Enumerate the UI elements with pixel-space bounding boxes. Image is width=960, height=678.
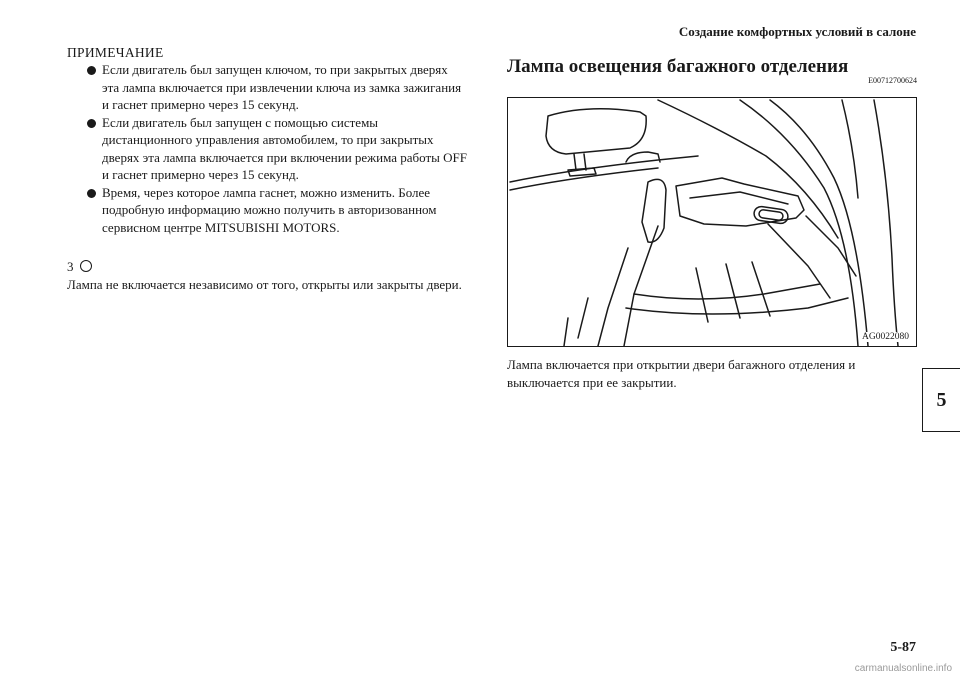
note-bullet-text: Время, через которое лампа гаснет, можно изменить. Более подробную информацию можно получить в авторизованном сервисном центре MITSUBISHI MOTORS. — [102, 184, 437, 235]
section-header — [507, 56, 917, 85]
circle-icon — [80, 260, 92, 272]
note-label: ПРИМЕЧАНИЕ — [67, 45, 164, 60]
figure-id: AG0022080 — [862, 332, 909, 342]
bullet-dot-icon — [87, 189, 96, 198]
position-number: 3 — [67, 259, 74, 274]
note-bullet-item — [67, 184, 467, 237]
note-bullet-list — [67, 61, 467, 236]
position-off-heading — [67, 258, 467, 276]
note-bullet-item — [67, 61, 467, 114]
note-bullet-text: Если двигатель был запущен ключом, то при закрытых дверях эта лампа включается при извлечении ключа из замка зажигания и гаснет примерно через 15 секунд. — [102, 62, 462, 112]
bullet-dot-icon — [87, 119, 96, 128]
chapter-tab — [922, 368, 960, 432]
page-header-title: Создание комфортных условий в салоне — [678, 24, 916, 39]
note-column — [67, 44, 467, 293]
section-title: Лампа освещения багажного отделения — [507, 56, 849, 77]
chapter-number: 5 — [936, 388, 947, 411]
note-bullet-item — [67, 114, 467, 184]
section-code: E00712700624 — [868, 76, 917, 85]
bullet-dot-icon — [87, 66, 96, 75]
position-off-block — [67, 258, 467, 293]
figure-caption: Лампа включается при открытии двери багажного отделения и выключается при ее закрытии. — [507, 357, 856, 390]
cargo-lamp-illustration — [507, 97, 917, 347]
watermark: carmanualsonline.info — [854, 663, 952, 674]
position-off-text: Лампа не включается независимо от того, открыты или закрыты двери. — [67, 276, 462, 292]
page-number: 5-87 — [890, 640, 916, 655]
note-bullet-text: Если двигатель был запущен с помощью системы дистанционного управления автомобилем, то при закрытых дверях эта лампа включается при включении режима работы OFF и гаснет примерно через 15 секунд. — [102, 114, 467, 182]
